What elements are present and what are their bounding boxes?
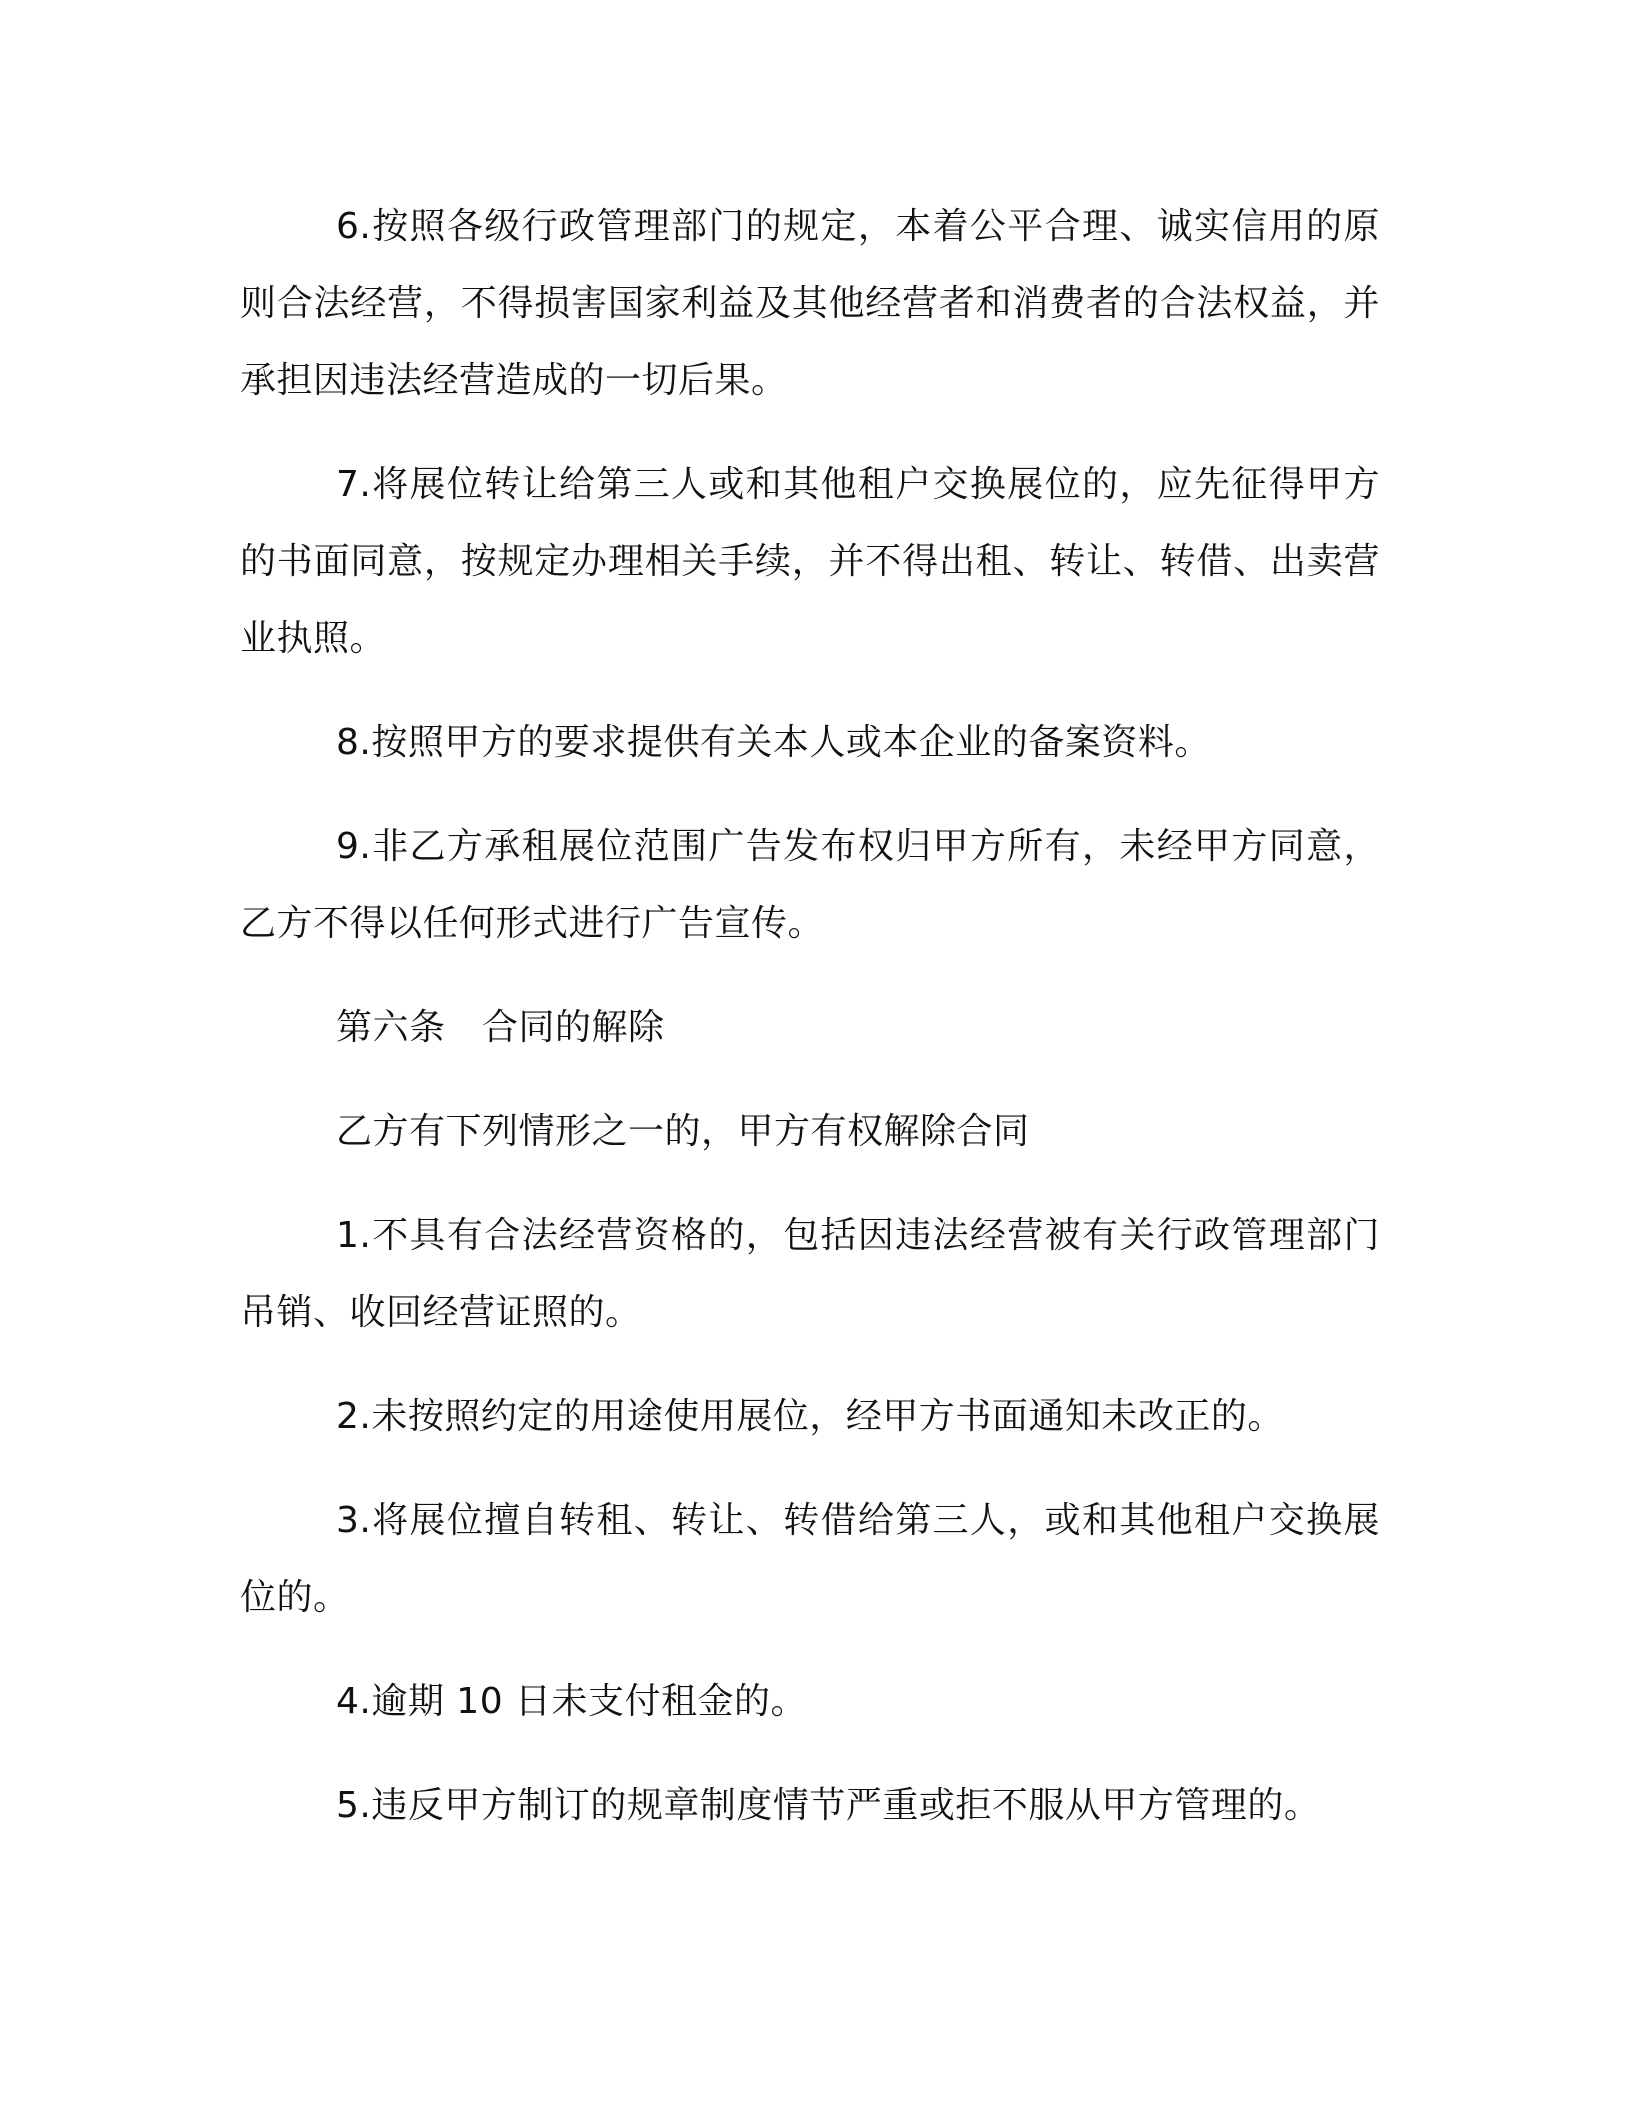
clause-item-9: 9.非乙方承租展位范围广告发布权归甲方所有，未经甲方同意，乙方不得以任何形式进行广告宣传。 xyxy=(240,826,1380,944)
termination-intro: 乙方有下列情形之一的，甲方有权解除合同 xyxy=(336,1111,1030,1152)
termination-item-5: 5.违反甲方制订的规章制度情节严重或拒不服从甲方管理的。 xyxy=(336,1785,1321,1826)
clause-item-6: 6.按照各级行政管理部门的规定，本着公平合理、诚实信用的原则合法经营，不得损害国家利益及其他经营者和消费者的合法权益，并承担因违法经营造成的一切后果。 xyxy=(240,206,1380,401)
document-page xyxy=(240,188,1380,1844)
termination-item-4: 4.逾期 10 日未支付租金的。 xyxy=(336,1681,808,1722)
termination-item-2: 2.未按照约定的用途使用展位，经甲方书面通知未改正的。 xyxy=(336,1396,1284,1437)
clause-item-7: 7.将展位转让给第三人或和其他租户交换展位的，应先征得甲方的书面同意，按规定办理相关手续，并不得出租、转让、转借、出卖营业执照。 xyxy=(240,464,1380,659)
termination-item-3: 3.将展位擅自转租、转让、转借给第三人，或和其他租户交换展位的。 xyxy=(240,1500,1380,1618)
termination-item-1: 1.不具有合法经营资格的，包括因违法经营被有关行政管理部门吊销、收回经营证照的。 xyxy=(240,1215,1380,1333)
article-heading: 第六条 合同的解除 xyxy=(336,1007,665,1048)
clause-item-8: 8.按照甲方的要求提供有关本人或本企业的备案资料。 xyxy=(336,722,1211,763)
